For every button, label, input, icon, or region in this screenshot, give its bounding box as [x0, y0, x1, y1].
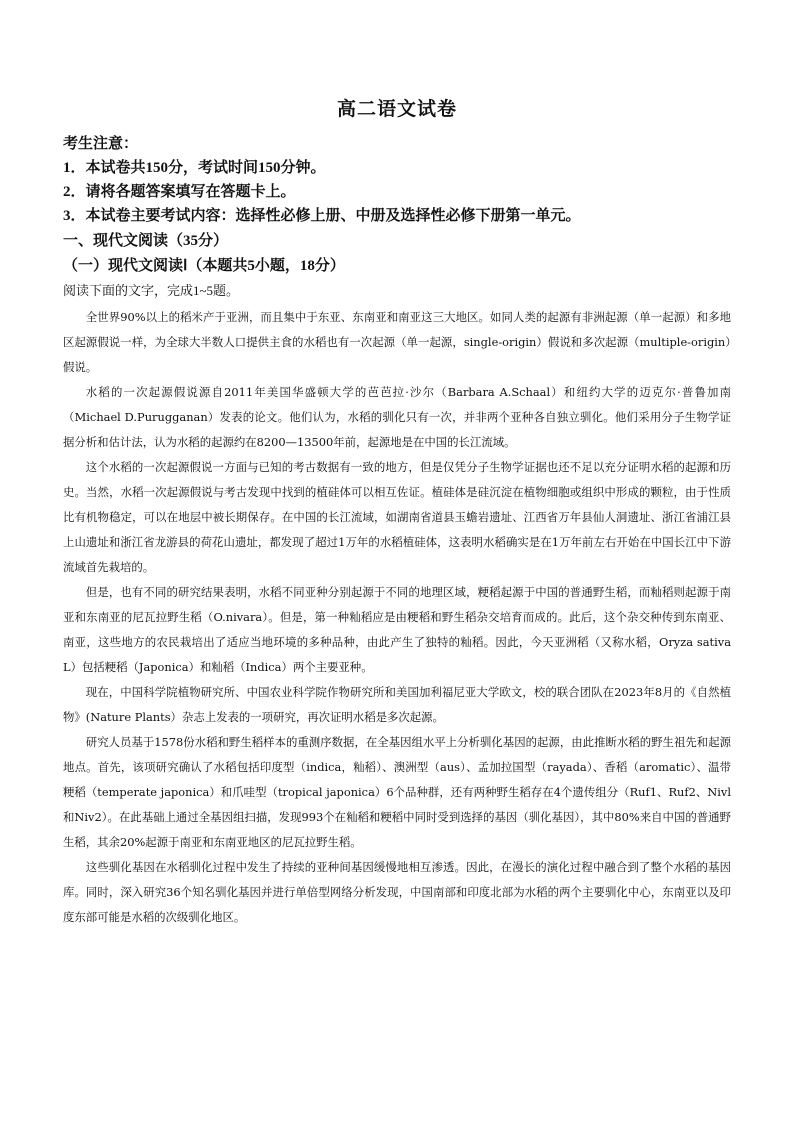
notice-item-3: 3．本试卷主要考试内容：选择性必修上册、中册及选择性必修下册第一单元。 [63, 208, 581, 224]
page-title: 高二语文试卷 [336, 99, 457, 120]
passage-paragraph-2: 水稻的一次起源假说源自2011年美国华盛顿大学的芭芭拉·沙尔（Barbara A.Schaal）和纽约大学的迈克尔·普鲁加南（Michael D.Purugganan）发表的论文。他们认为，水稻的驯化只有一次，并非两个亚种各自独立驯化。他们采用分子生物学证据分析和估计法，认为水稻的起源约在8200—13500年前，起源地是在中国的长江流域。 [63, 385, 731, 449]
reading-instruction: 阅读下面的文字，完成1~5题。 [63, 283, 240, 298]
passage-paragraph-5: 现在，中国科学院植物研究所、中国农业科学院作物研究所和美国加利福尼亚大学欧文，校的联合团队在2023年8月的《自然植物》(Nature Plants）杂志上发表的一项研究，再次证明水稻是多次起源。 [63, 685, 731, 724]
passage-paragraph-7: 这些驯化基因在水稻驯化过程中发生了持续的亚种间基因缓慢地相互渗透。因此，在漫长的演化过程中融合到了整个水稻的基因库。同时，深入研究36个知名驯化基因并进行单倍型网络分析发现，中国南部和印度北部为水稻的两个主要驯化中心，东南亚以及印度东部可能是水稻的次级驯化地区。 [63, 860, 731, 924]
passage-paragraph-4: 但是，也有不同的研究结果表明，水稻不同亚种分别起源于不同的地理区域，粳稻起源于中国的普通野生稻，而籼稻则起源于南亚和东南亚的尼瓦拉野生稻（O.nivara）。但是，第一种籼稻应是由粳稻和野生稻杂交培育而成的。此后，这个杂交种传到东南亚、南亚，这些地方的农民栽培出了适应当地环境的多种品种，由此产生了独特的籼稻。因此，今天亚洲稻（又称水稻，Oryza sativa L）包括粳稻（Japonica）和籼稻（Indica）两个主要亚种。 [63, 585, 731, 674]
passage-paragraph-6: 研究人员基于1578份水稻和野生稻样本的重测序数据，在全基因组水平上分析驯化基因的起源，由此推断水稻的野生祖先和起源地点。首先，该项研究确认了水稻包括印度型（indica，籼稻）、澳洲型（aus）、孟加拉国型（rayada）、香稻（aromatic）、温带粳稻（temperate japonica）和爪哇型（tropical japonica）6个品种群，还有两种野生稻存在4个遗传组分（Ruf1、Ruf2、Nivl和Niv2）。在此基础上通过全基因组扫描，发现993个在籼稻和粳稻中同时受到选择的基因（驯化基因），其中80%来自中国的普通野生稻，其余20%起源于南亚和东南亚地区的尼瓦拉野生稻。 [63, 735, 731, 849]
passage-paragraph-1: 全世界90%以上的稻米产于亚洲，而且集中于东亚、东南亚和南亚这三大地区。如同人类的起源有非洲起源（单一起源）和多地区起源假说一样，为全球大半数人口提供主食的水稻也有一次起源（单一起源，single-origin）假说和多次起源（multiple-origin）假说。 [63, 310, 731, 374]
reading-passage [63, 305, 731, 930]
notice-item-2: 2．请将各题答案填写在答题卡上。 [63, 184, 296, 200]
notice-item-1: 1．本试卷共150分，考试时间150分钟。 [63, 160, 326, 176]
section-heading: 一、现代文阅读（35分） [63, 233, 229, 249]
subsection-heading: （一）现代文阅读Ⅰ（本题共5小题，18分） [63, 258, 345, 274]
notice-heading: 考生注意： [63, 136, 139, 152]
passage-paragraph-3: 这个水稻的一次起源假说一方面与已知的考古数据有一致的地方，但是仅凭分子生物学证据也还不足以充分证明水稻的起源和历史。当然，水稻一次起源假说与考古发现中找到的植硅体可以相互佐证。植硅体是硅沉淀在植物细胞或组织中形成的颗粒，由于性质比有机物稳定，可以在地层中被长期保存。在中国的长江流域，如湖南省道县玉蟾岩遗址、江西省万年县仙人洞遗址、浙江省浦江县上山遗址和浙江省龙游县的荷花山遗址，都发现了超过1万年的水稻植硅体，这表明水稻确实是在1万年前左右开始在中国长江中下游流域首先栽培的。 [63, 460, 731, 574]
